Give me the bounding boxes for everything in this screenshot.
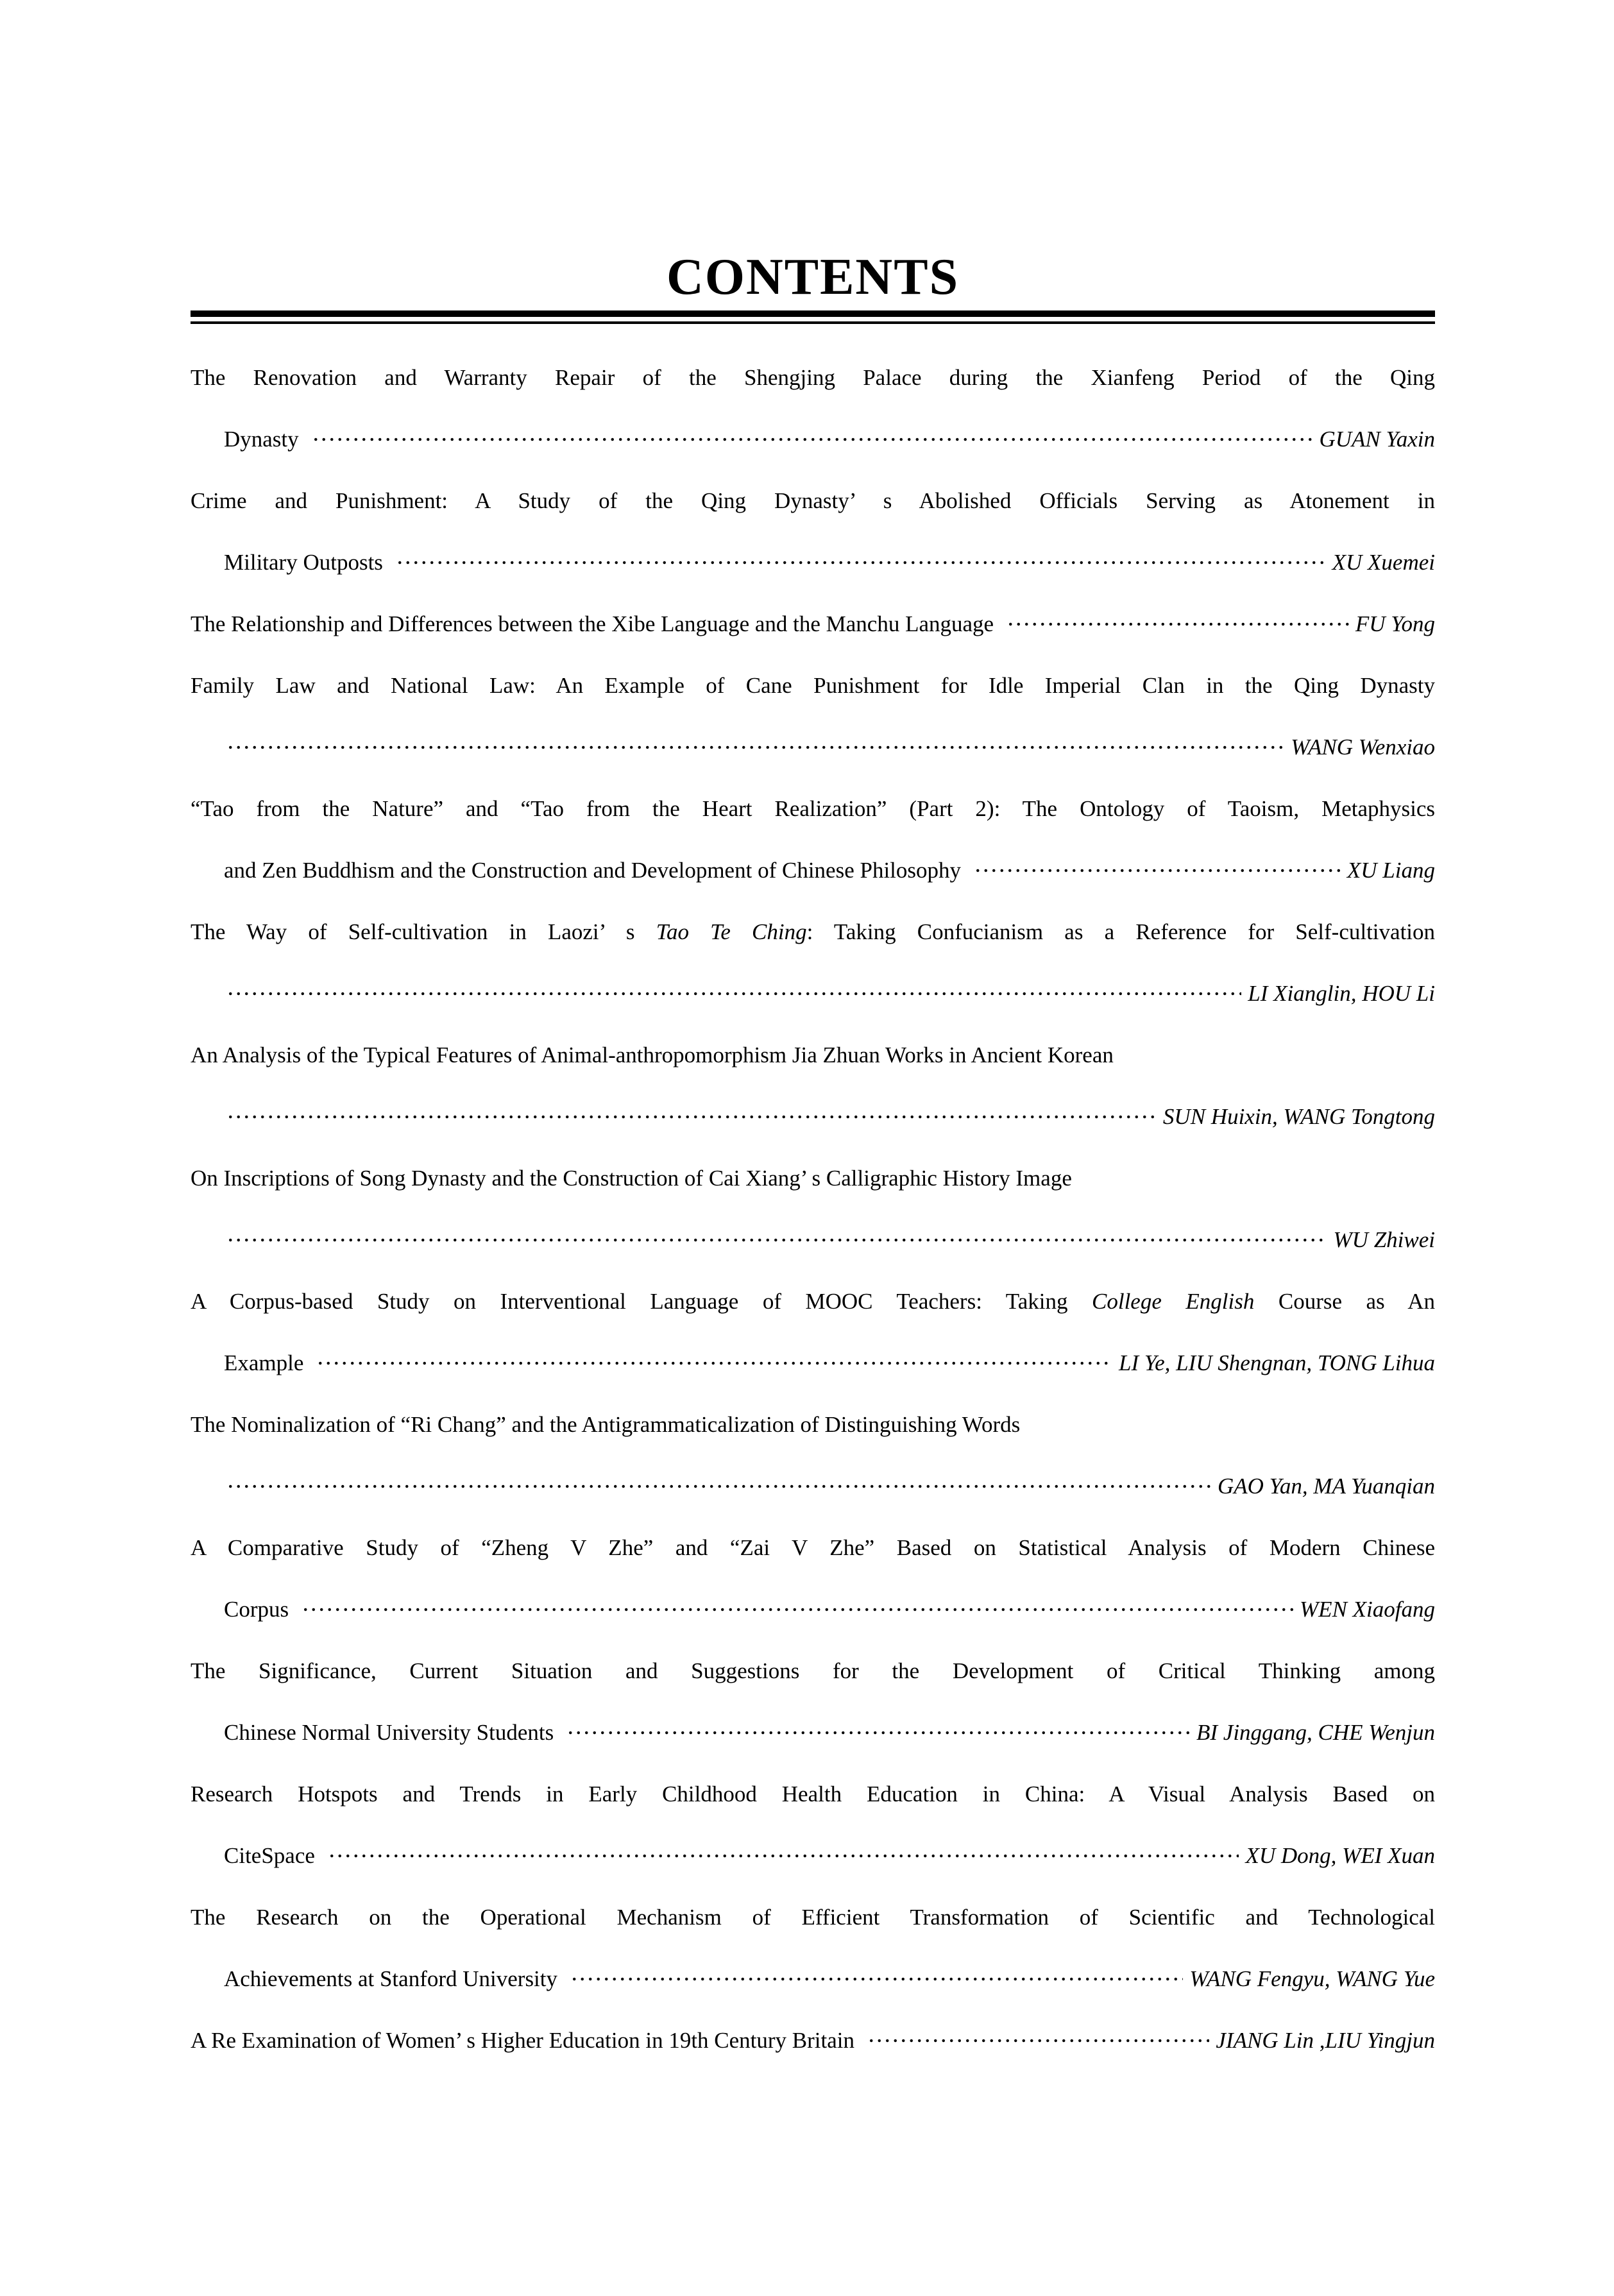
toc-entry [191,470,1435,593]
toc-entry [191,655,1435,778]
toc-title-text: The Way of Self-cultivation in Laozi’ s [191,919,656,944]
dot-leader [1004,593,1349,655]
dot-leader [564,1702,1190,1764]
toc-title-text: Family Law and National Law: An Example of Cane Punishment for Idle Imperial Clan in the Qing Dynasty [191,673,1435,698]
toc-author: FU Yong [1355,611,1435,636]
toc-author: BI Jinggang, CHE Wenjun [1196,1720,1435,1745]
toc-author: LI Xianglin, HOU Li [1248,981,1435,1006]
toc-title-line [191,901,1435,963]
toc-title-line [191,1517,1435,1579]
toc-title-text: A Corpus-based Study on Interventional Language of MOOC Teachers: Taking [191,1289,1092,1314]
toc-title-text: and Zen Buddhism and the Construction and Development of Chinese Philosophy [224,858,962,883]
toc-leader-line [191,1579,1435,1640]
page-content [191,251,1435,2071]
dot-leader [224,1209,1327,1271]
toc-title-line [191,1271,1435,1332]
toc-author: WANG Fengyu, WANG Yue [1189,1966,1435,1991]
toc-entry [191,901,1435,1025]
toc-leader-line [191,963,1435,1025]
toc-author: GAO Yan, MA Yuanqian [1217,1474,1435,1499]
dot-leader [865,2010,1209,2071]
toc-title-text: Chinese Normal University Students [224,1720,554,1745]
toc-author: XU Liang [1346,858,1435,883]
toc-author: WU Zhiwei [1333,1227,1435,1252]
toc-title-text: On Inscriptions of Song Dynasty and the Construction of Cai Xiang’ s Calligraphic History Image [191,1166,1072,1191]
toc-title-line [191,1764,1435,1825]
toc-title-text-italic: College English [1092,1289,1255,1314]
toc-title-text: The Renovation and Warranty Repair of the Shengjing Palace during the Xianfeng Period of the Qing [191,365,1435,390]
toc-title-line [191,470,1435,532]
toc-entry [191,1517,1435,1640]
toc-entry [191,2010,1435,2071]
toc-title-text: Achievements at Stanford University [224,1966,558,1991]
toc-author: JIANG Lin ,LIU Yingjun [1216,2028,1435,2053]
dot-leader [224,1456,1211,1517]
toc-title-line [191,1148,1435,1209]
toc-title-line [191,1394,1435,1456]
toc-author: SUN Huixin, WANG Tongtong [1162,1104,1435,1129]
toc-leader-line [191,840,1435,901]
dot-leader [299,1579,1293,1640]
toc-title-line [191,778,1435,840]
toc-entry [191,1640,1435,1764]
toc-leader-line [191,532,1435,593]
toc-entry [191,347,1435,470]
toc-author: LI Ye, LIU Shengnan, TONG Lihua [1118,1350,1435,1375]
toc-leader-line [191,717,1435,778]
dot-leader [224,717,1284,778]
toc-leader-line [191,1702,1435,1764]
toc-entry [191,1148,1435,1271]
toc-leader-line [191,1456,1435,1517]
toc-title-line [191,347,1435,409]
toc-title-text: A Comparative Study of “Zheng V Zhe” and “Zai V Zhe” Based on Statistical Analysis of Modern Chinese [191,1535,1435,1560]
toc-leader-line [191,1086,1435,1148]
toc-title-text: The Nominalization of “Ri Chang” and the Antigrammaticalization of Distinguishing Words [191,1412,1021,1437]
toc-title-text-italic: Tao Te Ching [656,919,807,944]
toc-title-text: A Re Examination of Women’ s Higher Education in 19th Century Britain [191,2028,855,2053]
toc-entry [191,1764,1435,1887]
toc-title-text: Course as An [1254,1289,1436,1314]
toc-leader-line [191,2010,1435,2071]
dot-leader [224,1086,1157,1148]
dot-leader [393,532,1326,593]
toc-list [191,347,1435,2071]
toc-title-text: Corpus [224,1597,289,1622]
toc-title-text: The Significance, Current Situation and Suggestions for the Development of Critical Thinking among [191,1658,1435,1683]
dot-leader [224,963,1241,1025]
toc-leader-line [191,1948,1435,2010]
dot-leader [568,1948,1183,2010]
toc-title-text: Example [224,1350,304,1375]
toc-entry [191,1271,1435,1394]
toc-title-line [191,1025,1435,1086]
toc-title-text: Dynasty [224,427,299,452]
toc-title-line [191,1887,1435,1948]
toc-leader-line [191,593,1435,655]
toc-title-text: Military Outposts [224,550,383,575]
toc-title-text: Research Hotspots and Trends in Early Childhood Health Education in China: A Visual Analysis Based on [191,1782,1435,1807]
toc-author: WEN Xiaofang [1300,1597,1435,1622]
toc-leader-line [191,1332,1435,1394]
toc-title-text: The Research on the Operational Mechanism of Efficient Transformation of Scientific and Technological [191,1905,1435,1930]
dot-leader [309,409,1313,470]
toc-entry [191,1887,1435,2010]
toc-author: XU Dong, WEI Xuan [1245,1843,1435,1868]
toc-title-text: Crime and Punishment: A Study of the Qing Dynasty’ s Abolished Officials Serving as Atonement in [191,488,1435,513]
toc-leader-line [191,1825,1435,1887]
toc-author: XU Xuemei [1332,550,1435,575]
page-title: CONTENTS [666,249,960,305]
toc-author: WANG Wenxiao [1291,735,1435,760]
toc-title-text: CiteSpace [224,1843,315,1868]
dot-leader [325,1825,1239,1887]
toc-title-line [191,1640,1435,1702]
toc-title-text: The Relationship and Differences between the Xibe Language and the Manchu Language [191,611,994,636]
toc-entry [191,593,1435,655]
toc-entry [191,778,1435,901]
toc-title-text: : Taking Confucianism as a Reference for Self-cultivation [806,919,1436,944]
toc-author: GUAN Yaxin [1319,427,1435,452]
dot-leader [314,1332,1112,1394]
toc-title-text: An Analysis of the Typical Features of Animal-anthropomorphism Jia Zhuan Works in Ancient Korean [191,1042,1114,1067]
toc-entry [191,1394,1435,1517]
toc-entry [191,1025,1435,1148]
toc-title-text: “Tao from the Nature” and “Tao from the Heart Realization” (Part 2): The Ontology of Taoism, Metaphysics [191,796,1435,821]
toc-title-line [191,655,1435,717]
toc-leader-line [191,1209,1435,1271]
title-rule [191,310,1435,324]
toc-leader-line [191,409,1435,470]
dot-leader [971,840,1341,901]
